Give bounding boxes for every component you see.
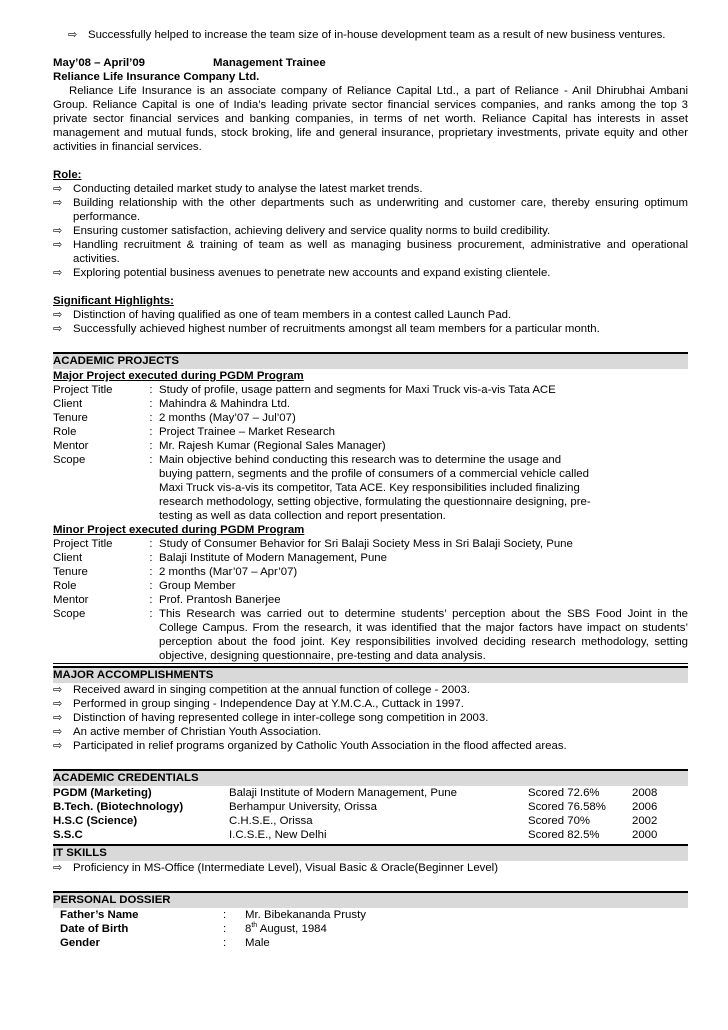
company-description: Reliance Life Insurance is an associate company of Reliance Capital Ltd., a part of Reliance - Anil Dhirubhai Ambani Group. Reliance Capital is one of India’s leading private sector financial services companies, and ranks among the top 3 private sector financial services and banking companies, in terms of net worth. Reliance Capital has interests in asset management and mutual funds, stock broking, life and general insurance, proprietary investments, private equity and other activities in financial services. (53, 85, 688, 153)
list-item (53, 308, 688, 322)
highlights-heading: Significant Highlights: (53, 295, 174, 307)
arrow-bullet-icon: ⇨ (53, 225, 63, 237)
section-heading-dossier: PERSONAL DOSSIER (53, 891, 688, 908)
arrow-bullet-icon: ⇨ (53, 197, 63, 209)
section-heading-credentials: ACADEMIC CREDENTIALS (53, 769, 688, 786)
highlight-text: Distinction of having qualified as one of team members in a contest called Launch Pad. (73, 309, 512, 321)
project-field: Scope : Main objective behind conducting this research was to determine the usage and buying pattern, segments and the profile of consumers of a commercial vehicle called Maxi Truck vis-a-vis its competitor, Tata ACE. Key responsibilities included finalizing research methodology, setting objective, formulating the questionnaire designing, pre- testing as well as data collection and report presentation. (53, 453, 688, 523)
company-name: Reliance Life Insurance Company Ltd. (53, 71, 260, 83)
major-project-heading: Major Project executed during PGDM Program (53, 370, 304, 382)
section-heading-it-skills: IT SKILLS (53, 844, 688, 861)
list-item (53, 238, 688, 266)
section-heading-academic-projects: ACADEMIC PROJECTS (53, 352, 688, 369)
arrow-bullet-icon: ⇨ (53, 267, 63, 279)
list-item: ⇨ Received award in singing competition at the annual function of college - 2003. (53, 684, 471, 696)
arrow-bullet-icon: ⇨ (53, 862, 63, 874)
project-field: Scope : This Research was carried out to determine students’ perception about the SBS Food Joint in the College Campus. From the research, it was identified that the major factors have impact on students’ perception about the food joint. Key responsibilities involved deciding research methodology, setting objective, designing questionnaire, pre-testing and data analysis. (53, 608, 688, 662)
table-row: H.S.C (Science) C.H.S.E., Orissa Scored 70% 2002 (53, 815, 658, 827)
arrow-bullet-icon: ⇨ (53, 684, 63, 696)
project-field: Project Title : Study of profile, usage pattern and segments for Maxi Truck vis-a-vis Tata ACE (53, 384, 556, 396)
project-field: Client : Mahindra & Mahindra Ltd. (53, 398, 291, 410)
major-scope: Main objective behind conducting this research was to determine the usage and buying pattern, segments and the profile of consumers of a commercial vehicle called Maxi Truck vis-a-vis its competitor, Tata ACE. Key responsibilities included finalizing research methodology, setting objective, formulating the questionnaire designing, pre- testing as well as data collection and report presentation. (159, 454, 591, 522)
project-field: Mentor : Prof. Prantosh Banerjee (53, 594, 281, 606)
role-text: Building relationship with the other departments such as underwriting and customer care, thereby ensuring optimum performance. (73, 197, 688, 223)
list-item (53, 322, 688, 336)
table-row: PGDM (Marketing) Balaji Institute of Modern Management, Pune Scored 72.6% 2008 (53, 787, 658, 799)
resume-page (53, 28, 688, 950)
dossier-row: Father’s Name : Mr. Bibekananda Prusty (60, 909, 366, 921)
project-field: Tenure : 2 months (May’07 – Jul’07) (53, 412, 296, 424)
minor-project-heading: Minor Project executed during PGDM Program (53, 524, 305, 536)
minor-scope: This Research was carried out to determine students’ perception about the SBS Food Joint in the College Campus. From the research, it was identified that the major factors have impact on students’ perception about the food joint. Key responsibilities involved deciding research methodology, setting objective, designing questionnaire, pre-testing and data analysis. (159, 608, 688, 662)
arrow-bullet-icon: ⇨ (68, 29, 78, 41)
highlight-text: Successfully achieved highest number of recruitments amongst all team members for a particular month. (73, 323, 600, 335)
arrow-bullet-icon: ⇨ (53, 740, 63, 752)
arrow-bullet-icon: ⇨ (53, 726, 63, 738)
list-item (53, 182, 688, 196)
role-heading: Role: (53, 169, 82, 181)
bullet-text: Successfully helped to increase the team size of in-house development team as a result of new business ventures. (88, 29, 666, 41)
project-field: Project Title : Study of Consumer Behavior for Sri Balaji Society Mess in Sri Balaji Society, Pune (53, 538, 573, 550)
arrow-bullet-icon: ⇨ (53, 183, 63, 195)
job-header (53, 56, 688, 70)
table-row: B.Tech. (Biotechnology) Berhampur University, Orissa Scored 76.58% 2006 (53, 801, 658, 813)
arrow-bullet-icon: ⇨ (53, 239, 63, 251)
arrow-bullet-icon: ⇨ (53, 698, 63, 710)
project-field: Tenure : 2 months (Mar’07 – Apr’07) (53, 566, 298, 578)
arrow-bullet-icon: ⇨ (53, 712, 63, 724)
role-text: Conducting detailed market study to analyse the latest market trends. (73, 183, 423, 195)
dossier-row: Gender : Male (60, 937, 270, 949)
dossier-row: Date of Birth : 8th August, 1984 (60, 922, 327, 935)
section-heading-accomplishments: MAJOR ACCOMPLISHMENTS (53, 666, 688, 683)
role-text: Exploring potential business avenues to penetrate new accounts and expand existing clientele. (73, 267, 551, 279)
list-item (53, 28, 688, 42)
list-item: ⇨ Performed in group singing - Independence Day at Y.M.C.A., Cuttack in 1997. (53, 698, 464, 710)
list-item: ⇨ An active member of Christian Youth Association. (53, 726, 322, 738)
list-item: ⇨ Participated in relief programs organized by Catholic Youth Association in the flood affected areas. (53, 740, 567, 752)
list-item: ⇨ Distinction of having represented college in inter-college song competition in 2003. (53, 712, 489, 724)
project-field: Client : Balaji Institute of Modern Management, Pune (53, 552, 387, 564)
list-item (53, 224, 688, 238)
arrow-bullet-icon: ⇨ (53, 323, 63, 335)
project-field: Role : Project Trainee – Market Research (53, 426, 335, 438)
list-item (53, 196, 688, 224)
project-field: Role : Group Member (53, 580, 236, 592)
arrow-bullet-icon: ⇨ (53, 309, 63, 321)
role-text: Ensuring customer satisfaction, achieving delivery and service quality norms to build credibility. (73, 225, 551, 237)
job-period: May’08 – April’09 (53, 57, 146, 69)
job-title: Management Trainee (213, 57, 326, 69)
role-text: Handling recruitment & training of team as well as managing business procurement, administrative and operational activities. (73, 239, 688, 265)
list-item (53, 266, 688, 280)
list-item: ⇨ Proficiency in MS-Office (Intermediate Level), Visual Basic & Oracle(Beginner Level) (53, 862, 499, 874)
project-field: Mentor : Mr. Rajesh Kumar (Regional Sales Manager) (53, 440, 386, 452)
table-row: S.S.C I.C.S.E., New Delhi Scored 82.5% 2000 (53, 829, 658, 841)
